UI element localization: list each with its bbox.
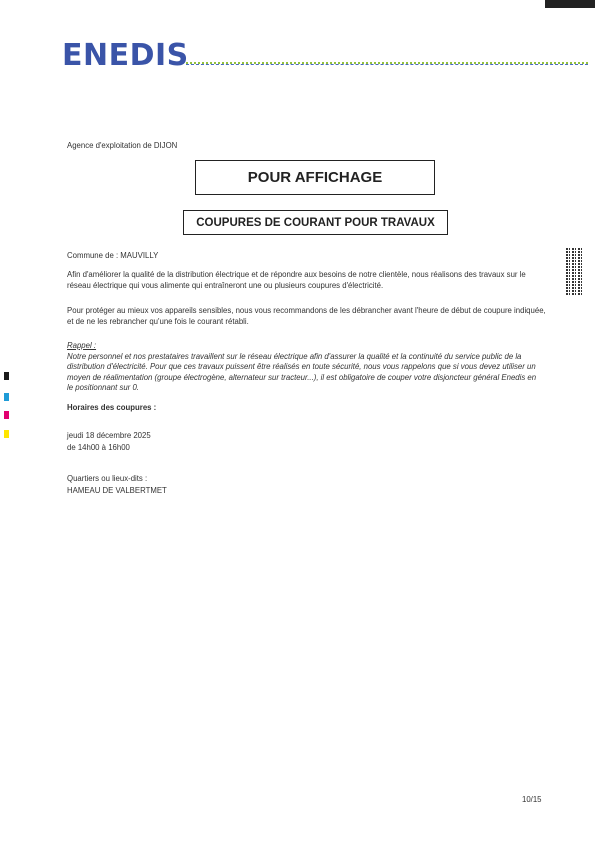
- agency-line: Agence d'exploitation de DIJON: [67, 141, 178, 150]
- qr-code-icon: [566, 247, 584, 295]
- coupures-title: COUPURES DE COURANT POUR TRAVAUX: [196, 216, 435, 229]
- color-bar-yellow: [4, 430, 9, 438]
- scan-corner-mark: [545, 0, 595, 8]
- color-bar-cyan: [4, 393, 9, 401]
- intro-paragraph: Afin d'améliorer la qualité de la distribution électrique et de répondre aux besoins de notre clientèle, nous réalisons des travaux sur le réseau électrique qui vous alimente qui entraîneront une ou plusieurs coupures d'électricité.: [67, 270, 526, 290]
- coupures-box: [183, 210, 448, 235]
- notice-body: Notre personnel et nos prestataires travaillent sur le réseau électrique afin d'assurer la qualité et la continuité du service public de la distribution d'électricité. Pour que ces travaux puissent être réalisés en toute sécurité, nous vous rappelons que si vous devez utiliser un moyen de réalimentation (groupe électrogène, alternateur sur tracteur...), il est obligatoire de couper votre disjoncteur général Enedis en le positionnant sur 0.: [67, 351, 537, 393]
- pour-affichage-box: [195, 160, 435, 195]
- notice-heading: Rappel :: [67, 341, 97, 350]
- enedis-logo: ENEDIS: [62, 38, 189, 73]
- schedule-date: jeudi 18 décembre 2025: [67, 431, 151, 440]
- color-bar-magenta: [4, 411, 9, 419]
- areas-heading: Quartiers ou lieux-dits :: [67, 474, 148, 483]
- pour-affichage-title: POUR AFFICHAGE: [247, 169, 383, 186]
- commune-line: Commune de : MAUVILLY: [67, 251, 159, 260]
- areas-value: HAMEAU DE VALBERTMET: [67, 486, 167, 495]
- schedule-time: de 14h00 à 16h00: [67, 443, 130, 452]
- page-number: 10/15: [522, 795, 542, 804]
- logo-divider-line-accent: [186, 64, 588, 65]
- protect-paragraph: Pour protéger au mieux vos appareils sensibles, nous vous recommandons de les débrancher avant l'heure de début de coupure indiquée, et de ne les rebrancher qu'une fois le courant rétabli.: [67, 306, 546, 326]
- notice-block: [67, 341, 539, 394]
- schedule-heading: Horaires des coupures :: [67, 403, 157, 412]
- color-bar-black: [4, 372, 9, 380]
